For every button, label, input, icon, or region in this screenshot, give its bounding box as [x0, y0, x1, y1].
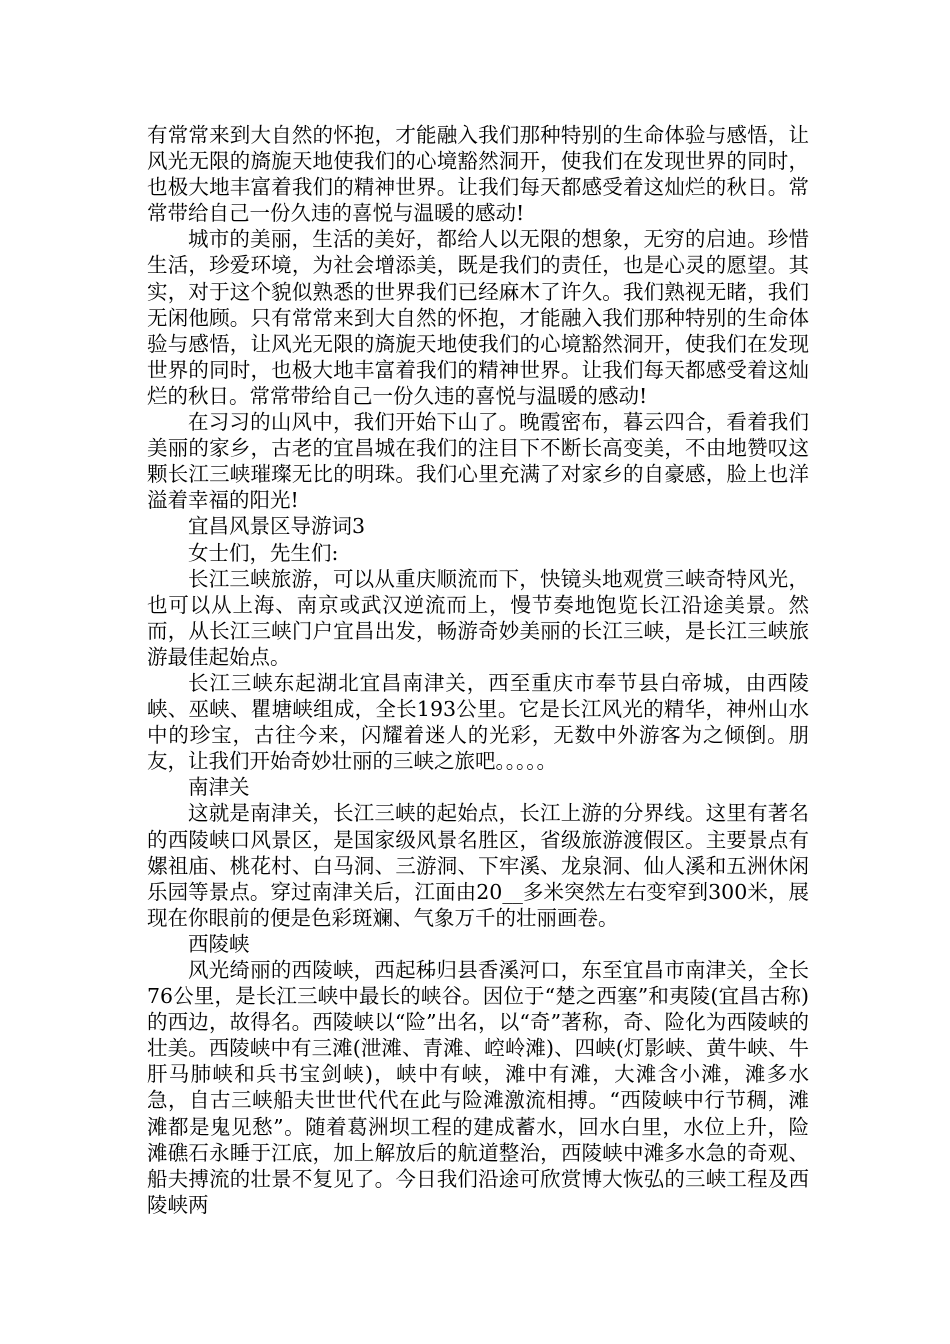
paragraph-xilingxia: 风光绮丽的西陵峡，西起秭归县香溪河口，东至宜昌市南津关，全长76公里，是长江三峡中最长的峡谷。因位于“楚之西塞”和夷陵(宜昌古称)的西边，故得名。西陵峡以“险”出名，以“奇”著称，奇、险化为西陵峡的壮美。西陵峡中有三滩(泄滩、青滩、崆岭滩)、四峡(灯影峡、黄牛峡、牛肝马肺峡和兵书宝剑峡)，峡中有峡，滩中有滩，大滩含小滩，滩多水急，自古三峡船夫世世代代在此与险滩激流相搏。“西陵峡中行节稠，滩滩都是鬼见愁”。随着葛洲坝工程的建成蓄水，回水白里，水位上升，险滩礁石永睡于江底，加上解放后的航道整治，西陵峡中滩多水急的奇观、船夫搏流的壮景不复见了。今日我们沿途可欣赏博大恢弘的三峡工程及西陵峡两 [147, 958, 809, 1217]
greeting: 女士们，先生们: [188, 540, 339, 565]
section-title: 宜昌风景区导游词3 [188, 514, 366, 539]
paragraph-three-gorges-tour: 长江三峡旅游，可以从重庆顺流而下，快镜头地观赏三峡奇特风光，也可以从上海、南京或武汉逆流而上，慢节奏地饱览长江沿途美景。然而，从长江三峡门户宜昌出发，畅游奇妙美丽的长江三峡，是长江三峡旅游最佳起始点。 [147, 566, 809, 669]
paragraph-descending-mountain: 在习习的山风中，我们开始下山了。晚霞密布，暮云四合，看着我们美丽的家乡，古老的宜昌城在我们的注目下不断长高变美，不由地赞叹这颗长江三峡璀璨无比的明珠。我们心里充满了对家乡的自豪感，脸上也洋溢着幸福的阳光! [147, 410, 809, 513]
paragraph-city-beauty: 城市的美丽，生活的美好，都给人以无限的想象，无穷的启迪。珍惜生活，珍爱环境，为社会增添美，既是我们的责任，也是心灵的愿望。其实，对于这个貌似熟悉的世界我们已经麻木了许久。我们熟视无睹，我们无闲他顾。只有常常来到大自然的怀抱，才能融入我们那种特别的生命体验与感悟，让风光无限的旖旎天地使我们的心境豁然洞开，使我们在发现世界的同时，也极大地丰富着我们的精神世界。让我们每天都感受着这灿烂的秋日。常常带给自己一份久违的喜悦与温暖的感动! [147, 227, 809, 408]
document-page [147, 122, 809, 1218]
paragraph-three-gorges-overview: 长江三峡东起湖北宜昌南津关，西至重庆市奉节县白帝城，由西陵峡、巫峡、瞿塘峡组成，全长193公里。它是长江风光的精华，神州山水中的珍宝，古往今来，闪耀着迷人的光彩，无数中外游客为之倾倒。朋友，让我们开始奇妙壮丽的三峡之旅吧。。。。。 [147, 670, 809, 774]
subheading-xilingxia: 西陵峡 [188, 931, 250, 956]
subheading-nanjinguan: 南津关 [188, 775, 250, 800]
paragraph-continuation: 有常常来到大自然的怀抱，才能融入我们那种特别的生命体验与感悟，让风光无限的旖旎天地使我们的心境豁然洞开，使我们在发现世界的同时，也极大地丰富着我们的精神世界。让我们每天都感受着这灿烂的秋日。常常带给自己一份久违的喜悦与温暖的感动! [147, 123, 809, 226]
paragraph-nanjinguan: 这就是南津关，长江三峡的起始点，长江上游的分界线。这里有著名的西陵峡口风景区，是国家级风景名胜区，省级旅游渡假区。主要景点有嫘祖庙、桃花村、白马洞、三游洞、下牢溪、龙泉洞、仙人溪和五洲休闲乐园等景点。穿过南津关后，江面由20__多米突然左右变窄到300米，展现在你眼前的便是色彩斑斓、气象万千的壮丽画卷。 [147, 801, 809, 930]
